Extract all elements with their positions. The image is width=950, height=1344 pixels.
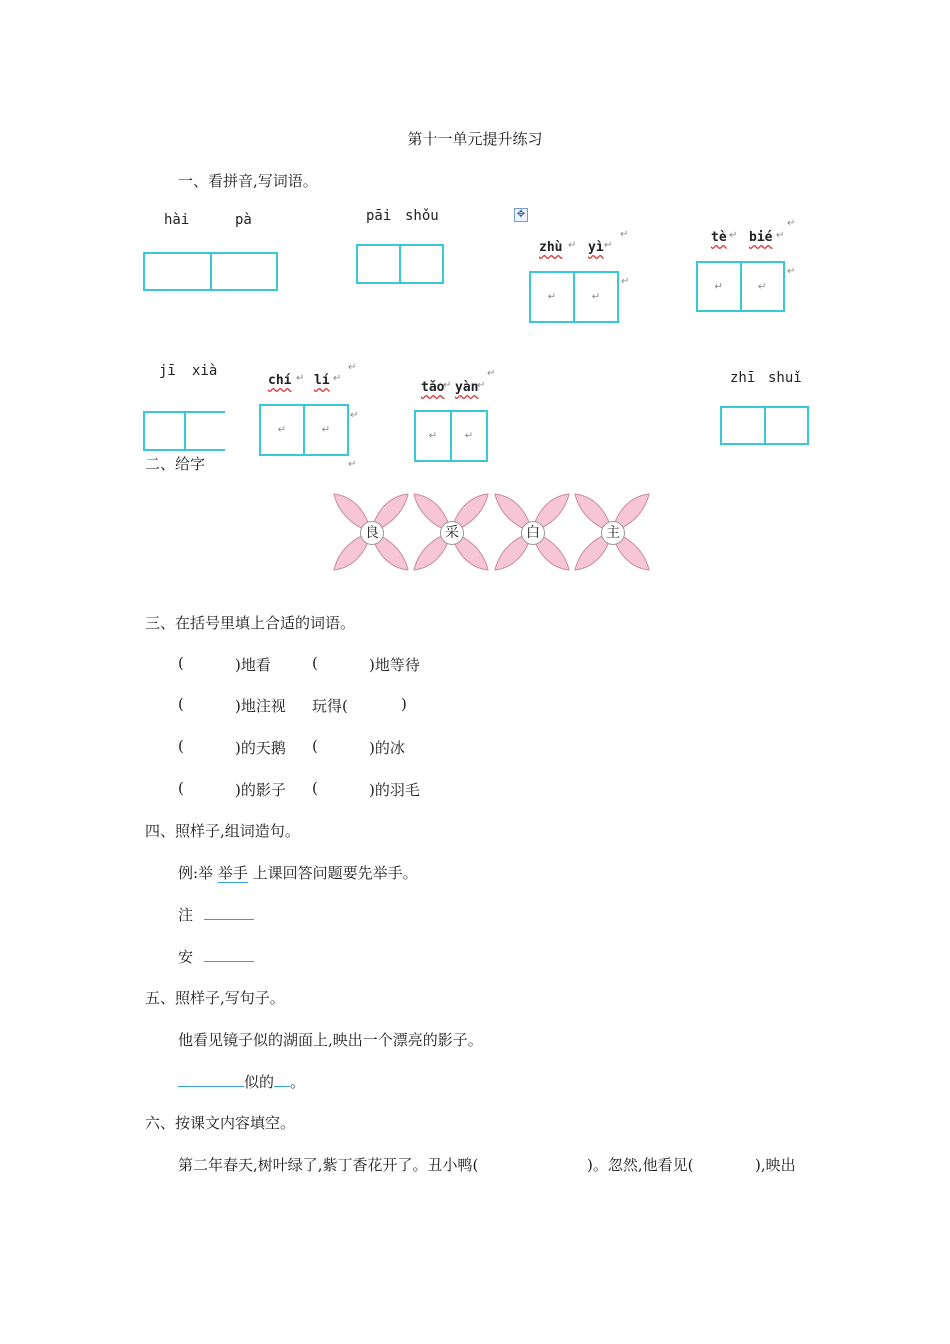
- pinyin-6a: chí: [268, 373, 292, 388]
- return-mark: ↵: [787, 218, 796, 229]
- fill-b-open: (: [312, 737, 318, 755]
- char-cell[interactable]: [722, 408, 764, 443]
- flower-char: 良: [360, 521, 384, 545]
- pinyin-7b: yàn: [455, 380, 479, 395]
- return-mark: ↵: [776, 230, 785, 241]
- word-blank[interactable]: [204, 961, 254, 962]
- section4-heading: 四、照样子,组词造句。: [145, 822, 300, 840]
- return-mark: ↵: [787, 266, 796, 277]
- fill-text-b: )。忽然,他看见(: [587, 1156, 694, 1174]
- pattern-line: [178, 1071, 305, 1092]
- fill-a-close: )地看: [235, 656, 271, 674]
- pinyin-2a: pāi: [366, 208, 392, 224]
- flower-char: 白: [521, 521, 545, 545]
- return-mark: ↵: [477, 380, 486, 391]
- pinyin-8a: zhī: [730, 370, 756, 386]
- answer-box-6[interactable]: [259, 404, 349, 456]
- pattern-end: 。: [290, 1073, 306, 1091]
- pattern-blank-1[interactable]: [178, 1086, 244, 1087]
- section1-heading: 一、看拼音,写词语。: [178, 172, 318, 190]
- fill-b-open: (: [312, 654, 318, 672]
- example-word: 举手: [217, 864, 248, 882]
- return-mark: ↵: [487, 368, 496, 379]
- char-cell[interactable]: [740, 263, 784, 310]
- return-mark: ↵: [277, 424, 287, 436]
- pinyin-6b: lí: [314, 373, 330, 388]
- char-cell[interactable]: [145, 254, 210, 289]
- example-prefix: 例:举: [178, 864, 214, 882]
- flower-char: 采: [440, 521, 464, 545]
- section2-heading: 二、给字: [145, 455, 206, 473]
- return-mark: ↵: [348, 459, 357, 470]
- answer-box-7[interactable]: [414, 410, 488, 462]
- pinyin-4b: bié: [749, 230, 773, 245]
- return-mark: ↵: [591, 291, 601, 303]
- pinyin-1b: pà: [235, 212, 252, 228]
- fill-a-open: (: [178, 654, 184, 672]
- page-title: 第十一单元提升练习: [407, 130, 543, 148]
- return-mark: ↵: [296, 373, 305, 384]
- fill-b-close: )地等待: [369, 656, 420, 674]
- return-mark: ↵: [620, 229, 629, 240]
- pinyin-7a: tǎo: [421, 380, 445, 395]
- fill-b-close: )的羽毛: [369, 781, 420, 799]
- char-cell[interactable]: [184, 413, 225, 449]
- pinyin-1a: hài: [164, 212, 190, 228]
- fill-text-c: ),映出: [755, 1156, 796, 1174]
- flower-char: 主: [601, 521, 625, 545]
- return-mark: ↵: [621, 276, 630, 287]
- fill-b-close: )的冰: [369, 739, 405, 757]
- return-mark: ↵: [604, 240, 613, 251]
- fill-a-close: )地注视: [235, 697, 286, 715]
- word-char: 注: [178, 906, 194, 924]
- char-cell[interactable]: [261, 406, 303, 454]
- return-mark: ↵: [443, 380, 452, 391]
- flower-1: [332, 492, 410, 572]
- return-mark: ↵: [568, 240, 577, 251]
- return-mark: ↵: [547, 291, 557, 303]
- fill-a-open: (: [178, 737, 184, 755]
- fill-a-close: )的影子: [235, 781, 286, 799]
- word-item-1: [178, 904, 254, 925]
- pinyin-3a: zhù: [539, 240, 563, 255]
- char-cell[interactable]: [531, 273, 573, 321]
- example-sentence: 上课回答问题要先举手。: [252, 864, 418, 882]
- pinyin-4a: tè: [711, 230, 727, 245]
- fill-a-open: (: [178, 779, 184, 797]
- char-cell[interactable]: [764, 408, 808, 443]
- pattern-blank-2[interactable]: [274, 1086, 290, 1087]
- char-cell[interactable]: [416, 412, 450, 460]
- answer-box-5[interactable]: [143, 411, 225, 451]
- fill-b-close: ): [401, 695, 407, 713]
- example-line: [178, 862, 418, 883]
- example-sentence: 他看见镜子似的湖面上,映出一个漂亮的影子。: [178, 1031, 483, 1049]
- return-mark: ↵: [758, 281, 767, 292]
- char-cell[interactable]: [145, 413, 184, 449]
- answer-box-1[interactable]: [143, 252, 278, 291]
- char-cell[interactable]: [358, 246, 399, 282]
- section3-heading: 三、在括号里填上合适的词语。: [145, 614, 356, 632]
- fill-b-open: 玩得(: [312, 697, 348, 715]
- return-mark: ↵: [428, 430, 438, 442]
- char-cell[interactable]: [210, 254, 277, 289]
- answer-box-8[interactable]: [720, 406, 809, 445]
- char-cell[interactable]: [573, 273, 617, 321]
- fill-a-close: )的天鹅: [235, 739, 286, 757]
- pinyin-5a: jī: [159, 363, 176, 379]
- return-mark: ↵: [714, 281, 723, 292]
- fill-text-a: 第二年春天,树叶绿了,紫丁香花开了。丑小鸭(: [178, 1156, 479, 1174]
- pinyin-5b: xià: [192, 363, 218, 379]
- return-mark: ↵: [464, 430, 474, 442]
- pattern-mid: 似的: [244, 1073, 275, 1091]
- flower-3: [493, 492, 571, 572]
- char-cell[interactable]: [698, 263, 740, 310]
- return-mark: ↵: [333, 373, 342, 384]
- flower-2: [412, 492, 490, 572]
- return-mark: ↵: [321, 424, 331, 436]
- word-char: 安: [178, 948, 194, 966]
- return-mark: ↵: [348, 362, 357, 373]
- fill-a-open: (: [178, 695, 184, 713]
- char-cell[interactable]: [399, 246, 442, 282]
- word-item-2: [178, 946, 254, 967]
- return-mark: ↵: [350, 410, 359, 421]
- pinyin-3b: yì: [588, 240, 604, 255]
- pinyin-2b: shǒu: [405, 208, 439, 224]
- pinyin-8b: shuǐ: [768, 370, 802, 386]
- char-cell[interactable]: [303, 406, 347, 454]
- word-blank[interactable]: [204, 919, 254, 920]
- answer-box-4[interactable]: [696, 261, 785, 312]
- char-cell[interactable]: [450, 412, 486, 460]
- answer-box-2[interactable]: [356, 244, 444, 284]
- return-mark: ↵: [729, 230, 738, 241]
- answer-box-3[interactable]: [529, 271, 619, 323]
- section5-heading: 五、照样子,写句子。: [145, 989, 285, 1007]
- section6-heading: 六、按课文内容填空。: [145, 1114, 296, 1132]
- flower-4: [573, 492, 651, 572]
- fill-b-open: (: [312, 779, 318, 797]
- table-move-icon[interactable]: ✥: [514, 208, 528, 222]
